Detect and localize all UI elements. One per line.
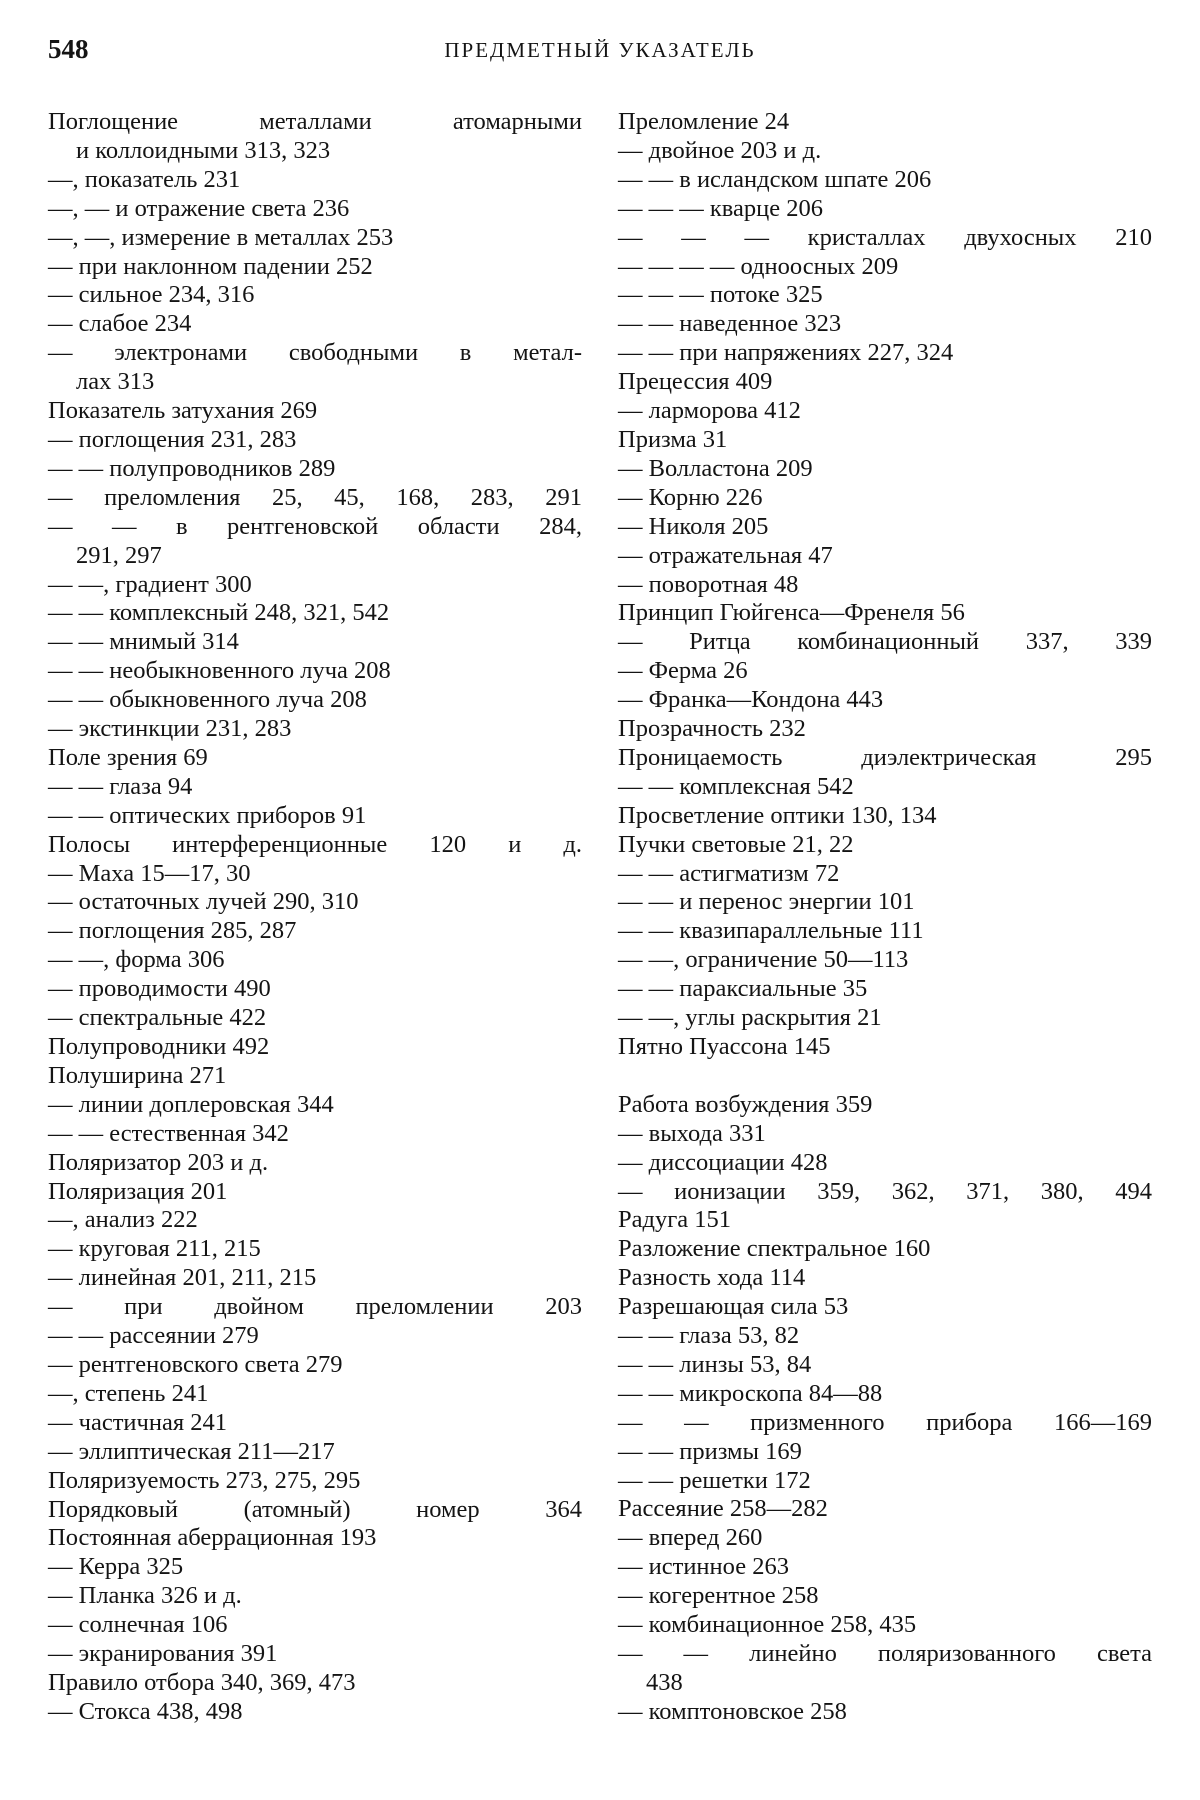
index-entry: — частичная 241 [48, 1408, 227, 1436]
index-entry: — солнечная 106 [48, 1611, 228, 1639]
index-entry: — Ритца комбинационный 337, 339 [618, 628, 1152, 656]
index-entry: Пятно Пуассона 145 [618, 1033, 831, 1060]
index-entry-continuation: 291, 297 [76, 541, 162, 569]
index-entry: — — призменного прибора 166—169 [618, 1408, 1152, 1436]
index-entry: — — — кристаллах двухосных 210 [618, 223, 1152, 251]
index-entry: — Маха 15—17, 30 [48, 859, 251, 887]
index-entry: — —, углы раскрытия 21 [618, 1004, 882, 1032]
running-title: ПРЕДМЕТНЫЙ УКАЗАТЕЛЬ [444, 38, 756, 62]
index-entry: — — полупроводников 289 [48, 454, 336, 482]
index-entry: Полосы интерференционные 120 и д. [48, 830, 582, 858]
index-entry: — — в рентгеновской области 284, [48, 512, 582, 540]
index-entry: — — мнимый 314 [48, 628, 239, 656]
index-entry: — — естественная 342 [48, 1119, 289, 1147]
index-entry: — ларморова 412 [618, 397, 801, 425]
index-entry: — — необыкновенного луча 208 [48, 657, 391, 685]
index-entry: — Стокса 438, 498 [48, 1697, 243, 1725]
index-entry: — — комплексный 248, 321, 542 [48, 599, 390, 627]
index-entry: —, анализ 222 [48, 1206, 198, 1234]
index-entry: Прозрачность 232 [618, 715, 806, 743]
index-entry: — отражательная 47 [618, 541, 833, 569]
column-spacer [618, 1062, 1152, 1091]
index-entry: Полупроводники 492 [48, 1033, 270, 1060]
index-entry: — — — кварце 206 [618, 194, 824, 222]
index-entry: — комбинационное 258, 435 [618, 1611, 917, 1639]
index-entry: — преломления 25, 45, 168, 283, 291 [48, 483, 582, 511]
index-entry: — —, градиент 300 [48, 570, 252, 598]
index-entry: — Ферма 26 [618, 657, 748, 685]
index-entry: Правило отбора 340, 369, 473 [48, 1668, 356, 1696]
index-column-left [48, 108, 582, 1727]
index-entry: Разность хода 114 [618, 1264, 806, 1292]
index-entry: — — глаза 53, 82 [618, 1322, 800, 1350]
index-entry: — слабое 234 [48, 310, 192, 338]
index-entry: — — обыкновенного луча 208 [48, 686, 367, 714]
index-entry: — электронами свободными в метал- [48, 339, 582, 367]
index-entry: Порядковый (атомный) номер 364 [48, 1495, 582, 1523]
index-entry: — — и перенос энергии 101 [618, 888, 915, 916]
index-entry: — — комплексная 542 [618, 772, 854, 800]
index-entry: — — решетки 172 [618, 1466, 811, 1494]
index-entry: — экранирования 391 [48, 1640, 278, 1668]
index-entry: — — при напряжениях 227, 324 [618, 339, 954, 367]
index-entry: — Корню 226 [618, 483, 763, 511]
index-entry: — Планка 326 и д. [48, 1582, 242, 1610]
page-number: 548 [48, 34, 89, 64]
index-entry: — — линейно поляризованного света [618, 1640, 1152, 1668]
index-entry: — эллиптическая 211—217 [48, 1437, 335, 1465]
index-entry: — выхода 331 [618, 1119, 766, 1147]
index-entry: Пучки световые 21, 22 [618, 830, 854, 858]
index-entry: — — призмы 169 [618, 1437, 802, 1465]
index-entry-continuation: 438 [646, 1668, 683, 1696]
index-entry: Разложение спектральное 160 [618, 1235, 931, 1263]
index-entry: — линейная 201, 211, 215 [48, 1264, 317, 1292]
index-entry: — спектральные 422 [48, 1004, 267, 1032]
index-entry: — поглощения 231, 283 [48, 425, 297, 453]
index-entry-continuation: лах 313 [76, 368, 155, 396]
index-entry: — — в исландском шпате 206 [618, 165, 932, 193]
index-entry: — поглощения 285, 287 [48, 917, 297, 945]
index-entry: — проводимости 490 [48, 975, 271, 1003]
index-entry: — — — потоке 325 [618, 281, 823, 309]
index-entry: — — квазипараллельные 111 [618, 917, 924, 945]
index-entry: — диссоциации 428 [618, 1148, 828, 1176]
index-entry: Рассеяние 258—282 [618, 1495, 828, 1523]
index-entry: Поляризация 201 [48, 1177, 228, 1205]
index-entry: — — рассеянии 279 [48, 1322, 259, 1350]
index-entry: — остаточных лучей 290, 310 [48, 888, 359, 916]
index-entry: — сильное 234, 316 [48, 281, 255, 309]
index-entry: — линии доплеровская 344 [48, 1090, 334, 1118]
index-entry: Разрешающая сила 53 [618, 1293, 849, 1321]
index-entry: — комптоновское 258 [618, 1697, 847, 1725]
index-entry: Работа возбуждения 359 [618, 1090, 873, 1118]
index-entry: — Керра 325 [48, 1553, 184, 1581]
index-entry: — — астигматизм 72 [618, 859, 840, 887]
index-entry: Показатель затухания 269 [48, 397, 318, 425]
index-entry: — — микроскопа 84—88 [618, 1379, 883, 1407]
index-entry: — истинное 263 [618, 1553, 789, 1581]
index-entry: — двойное 203 и д. [618, 136, 822, 164]
index-entry: — Волластона 209 [618, 454, 813, 482]
index-entry: Поле зрения 69 [48, 743, 208, 771]
index-entry: — —, форма 306 [48, 946, 225, 974]
index-entry: — Франка—Кондона 443 [618, 686, 884, 714]
index-entry: — —, ограничение 50—113 [618, 946, 909, 974]
index-entry: Призма 31 [618, 425, 728, 453]
index-entry: Принцип Гюйгенса—Френеля 56 [618, 599, 965, 627]
index-entry: —, степень 241 [48, 1379, 209, 1407]
index-entry: — — оптических приборов 91 [48, 801, 367, 829]
index-entry: — поворотная 48 [618, 570, 799, 598]
index-entry: — — — — одноосных 209 [618, 252, 899, 280]
page-header [48, 34, 1152, 74]
index-entry: Преломление 24 [618, 108, 790, 135]
index-entry: Прецессия 409 [618, 368, 773, 396]
index-entry: Радуга 151 [618, 1206, 732, 1234]
index-entry: — — наведенное 323 [618, 310, 842, 338]
index-entry: — когерентное 258 [618, 1582, 819, 1610]
index-entry: Просветление оптики 130, 134 [618, 801, 937, 829]
index-entry: Постоянная аберрационная 193 [48, 1524, 377, 1552]
index-entry: Поглощение металлами атомарными [48, 108, 582, 135]
index-entry: Полуширина 271 [48, 1061, 227, 1089]
index-entry: —, показатель 231 [48, 165, 241, 193]
index-entry: — — глаза 94 [48, 772, 193, 800]
index-entry: — Николя 205 [618, 512, 769, 540]
index-entry: — круговая 211, 215 [48, 1235, 261, 1263]
index-entry: — рентгеновского света 279 [48, 1350, 343, 1378]
index-entry-continuation: и коллоидными 313, 323 [76, 136, 331, 164]
index-column-right [618, 108, 1152, 1727]
index-entry: — при наклонном падении 252 [48, 252, 373, 280]
index-entry: —, —, измерение в металлах 253 [48, 223, 394, 251]
index-entry: —, — и отражение света 236 [48, 194, 350, 222]
index-entry: — экстинкции 231, 283 [48, 715, 292, 743]
index-entry: — вперед 260 [618, 1524, 763, 1552]
index-entry: — ионизации 359, 362, 371, 380, 494 [618, 1177, 1152, 1205]
index-entry: — — линзы 53, 84 [618, 1350, 812, 1378]
index-entry: Поляризатор 203 и д. [48, 1148, 269, 1176]
index-entry: — — параксиальные 35 [618, 975, 868, 1003]
index-entry: Проницаемость диэлектрическая 295 [618, 743, 1152, 771]
index-entry: — при двойном преломлении 203 [48, 1293, 582, 1321]
index-entry: Поляризуемость 273, 275, 295 [48, 1466, 361, 1494]
